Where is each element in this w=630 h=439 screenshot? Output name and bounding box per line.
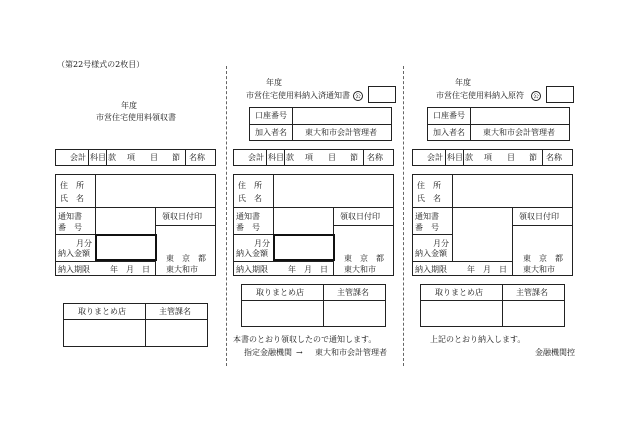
month-label: 月分 [433,239,449,248]
seal-box [546,86,574,103]
year-label: 年度 [266,78,282,87]
notice-note: 本書のとおり領収したので通知します。 [233,335,377,344]
receipt-title: 市営住宅使用料領収書 [96,113,176,122]
seal-icon: 公 [354,93,361,100]
subject-header: 科目 [447,153,463,162]
name-label: 氏 名 [60,194,84,203]
receipt-date-label: 領収日付印 [162,212,202,221]
name-header: 名称 [546,153,562,162]
year-label: 年度 [121,101,137,110]
agency-header: 取りまとめ店 [435,288,483,297]
route-to: 東大和市会計管理者 [315,348,387,357]
city-higashiyamato: 東大和市 [523,265,555,274]
payee-label: 加入者名 [433,128,465,137]
city-tokyo: 東 京 都 [523,254,563,263]
name-label: 氏 名 [417,194,441,203]
due-date: 年 月 日 [110,265,150,274]
amount-label: 納入金額 [58,249,90,258]
payee-value: 東大和市会計管理者 [305,128,377,137]
agency-header: 取りまとめ店 [256,288,304,297]
notice-title: 市営住宅使用料納入済通知書 [246,91,350,100]
month-label: 月分 [76,239,92,248]
city-tokyo: 東 京 都 [344,254,384,263]
payee-value: 東大和市会計管理者 [483,128,555,137]
subject-header: 科目 [268,153,284,162]
name-header: 名称 [367,153,383,162]
stub-title: 市営住宅使用料納入原符 [436,91,524,100]
department-header: 主管課名 [337,288,369,297]
account-header: 会計 [427,153,443,162]
number-label: 番 号 [58,223,82,232]
moku-header: 目 [507,153,515,162]
arrow-right-icon: → [296,348,303,357]
amount-label: 納入金額 [236,249,268,258]
name-header: 名称 [189,153,205,162]
cut-line-1 [226,66,227,366]
route-from: 指定金融機関 [244,348,292,357]
seal-icon: 公 [532,93,539,100]
address-label: 住 所 [60,181,84,190]
department-header: 主管課名 [516,288,548,297]
name-label: 氏 名 [238,194,262,203]
agency-header: 取りまとめ店 [78,307,126,316]
payee-label: 加入者名 [255,128,287,137]
form-number: （第22号様式の2枚目） [57,60,145,69]
kou-header: 項 [305,153,313,162]
receipt-date-label: 領収日付印 [340,212,380,221]
notice-label: 通知書 [236,212,260,221]
moku-header: 目 [150,153,158,162]
due-label: 納入期限 [58,265,90,274]
kan-header: 款 [108,153,116,162]
account-no-label: 口座番号 [433,111,465,120]
address-label: 住 所 [417,181,441,190]
city-tokyo: 東 京 都 [166,254,206,263]
kan-header: 款 [286,153,294,162]
amount-box [95,234,157,261]
department-header: 主管課名 [159,307,191,316]
year-label: 年度 [455,78,471,87]
number-label: 番 号 [415,223,439,232]
setsu-header: 節 [172,153,180,162]
account-header: 会計 [248,153,264,162]
account-no-label: 口座番号 [255,111,287,120]
setsu-header: 節 [529,153,537,162]
city-higashiyamato: 東大和市 [344,265,376,274]
cut-line-2 [403,66,404,366]
kou-header: 項 [127,153,135,162]
address-label: 住 所 [238,181,262,190]
month-label: 月分 [254,239,270,248]
notice-label: 通知書 [58,212,82,221]
seal-box [368,86,396,103]
kan-header: 款 [465,153,473,162]
kou-header: 項 [484,153,492,162]
moku-header: 目 [328,153,336,162]
notice-label: 通知書 [415,212,439,221]
number-label: 番 号 [236,223,260,232]
amount-box [273,234,335,261]
due-date: 年 月 日 [467,265,507,274]
subject-header: 科目 [90,153,106,162]
bank-copy-label: 金融機関控 [535,348,575,357]
amount-label: 納入金額 [415,249,447,258]
due-label: 納入期限 [236,265,268,274]
receipt-date-label: 領収日付印 [519,212,559,221]
stub-note: 上記のとおり納入します。 [430,335,526,344]
due-date: 年 月 日 [288,265,328,274]
account-header: 会計 [70,153,86,162]
due-label: 納入期限 [415,265,447,274]
setsu-header: 節 [350,153,358,162]
city-higashiyamato: 東大和市 [166,265,198,274]
